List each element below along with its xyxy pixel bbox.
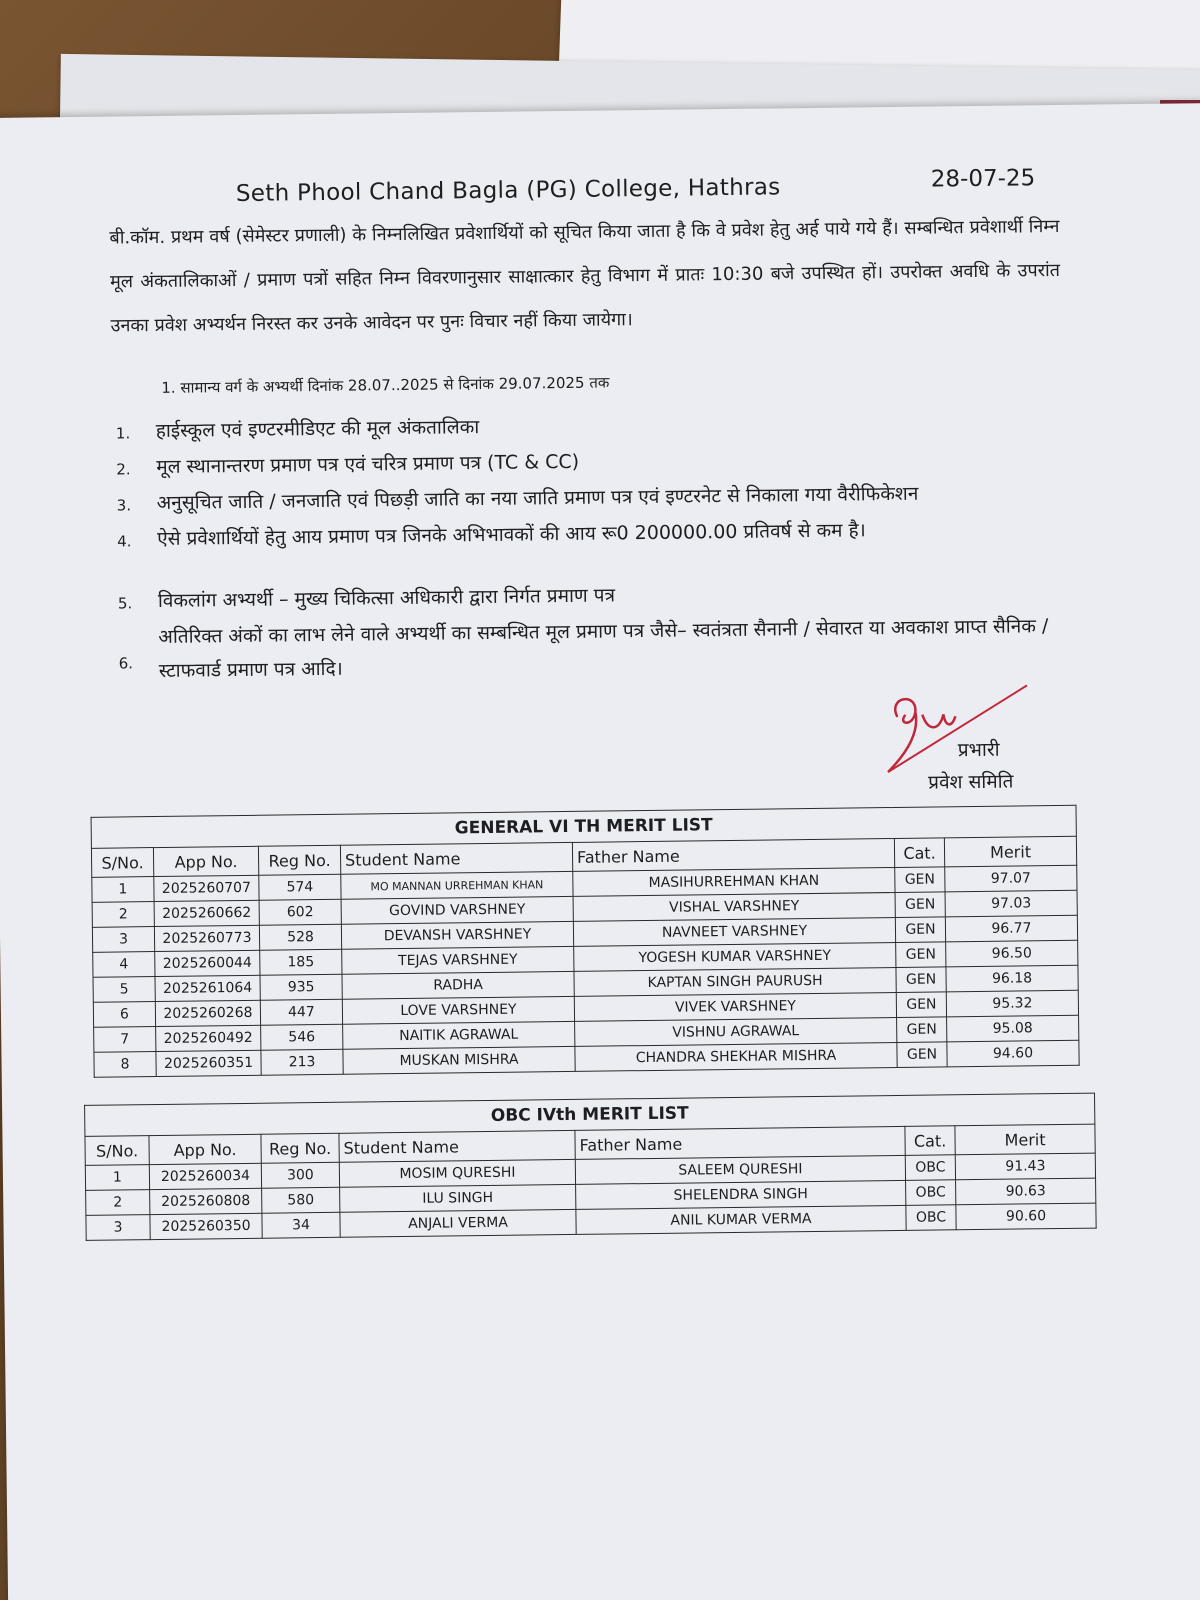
reg-no-cell: 185: [260, 949, 342, 975]
merit-cell: 96.50: [946, 940, 1078, 967]
merit-cell: 90.63: [956, 1178, 1096, 1205]
merit-cell: 96.18: [946, 965, 1078, 992]
app-no-cell: 2025260044: [155, 950, 260, 976]
document-text: हाईस्कूल एवं इण्टरमीडिएट की मूल अंकतालिका: [155, 416, 480, 442]
merit-cell: 96.77: [945, 915, 1077, 942]
app-no-cell: 2025260350: [150, 1213, 262, 1239]
column-header: App No.: [149, 1134, 261, 1164]
app-no-cell: 2025260034: [149, 1163, 261, 1189]
father-name-cell: MASIHURREHMAN KHAN: [573, 868, 895, 897]
document-number: 2.: [116, 460, 131, 479]
table-body: [85, 1153, 1096, 1240]
column-header: App No.: [153, 846, 258, 876]
student-name-cell: MUSKAN MISHRA: [343, 1046, 575, 1074]
app-no-cell: 2025260268: [155, 1000, 260, 1026]
app-no-cell: 2025260351: [156, 1050, 261, 1076]
serial-cell: 8: [94, 1052, 156, 1078]
category-cell: GEN: [895, 867, 945, 893]
merit-cell: 97.07: [945, 865, 1077, 892]
category-cell: OBC: [906, 1205, 956, 1231]
category-cell: OBC: [905, 1155, 955, 1181]
document-text: विकलांग अभ्यर्थी – मुख्य चिकित्सा अधिकारी द्वारा निर्गत प्रमाण पत्र: [157, 584, 616, 612]
column-header: Father Name: [572, 839, 894, 872]
merit-cell: 95.32: [946, 990, 1078, 1017]
father-name-cell: CHANDRA SHEKHAR MISHRA: [575, 1042, 897, 1071]
app-no-cell: 2025260662: [154, 900, 259, 926]
column-header: Merit: [944, 836, 1076, 867]
student-name-cell: RADHA: [342, 971, 574, 999]
app-no-cell: 2025260707: [154, 875, 259, 901]
merit-cell: 97.03: [945, 890, 1077, 917]
notice-sheet: [0, 103, 1200, 1600]
column-header: Merit: [955, 1124, 1095, 1155]
student-name-cell: NAITIK AGRAWAL: [343, 1021, 575, 1049]
document-number: 1.: [115, 424, 131, 443]
father-name-cell: KAPTAN SINGH PAURUSH: [574, 967, 896, 996]
father-name-cell: VISHNU AGRAWAL: [575, 1017, 897, 1046]
column-header: Cat.: [894, 838, 944, 868]
reg-no-cell: 528: [259, 924, 341, 950]
required-documents-list: [112, 403, 1075, 691]
father-name-cell: NAVNEET VARSHNEY: [573, 917, 895, 946]
serial-cell: 4: [93, 952, 155, 978]
serial-cell: 1: [92, 877, 154, 903]
table-title: GENERAL VI TH MERIT LIST: [91, 805, 1076, 848]
category-cell: GEN: [897, 1017, 947, 1043]
column-header: Student Name: [339, 1130, 575, 1162]
father-name-cell: ANIL KUMAR VERMA: [576, 1205, 906, 1234]
column-header: S/No.: [85, 1136, 149, 1166]
table-body: [92, 865, 1079, 1077]
column-header: S/No.: [91, 848, 153, 878]
merit-cell: 95.08: [947, 1015, 1079, 1042]
document-number: 6.: [118, 654, 134, 673]
obc-merit-table: [84, 1093, 1097, 1241]
father-name-cell: YOGESH KUMAR VARSHNEY: [574, 942, 896, 971]
reg-no-cell: 213: [261, 1049, 343, 1075]
merit-cell: 94.60: [947, 1040, 1079, 1067]
reg-no-cell: 34: [262, 1212, 340, 1238]
father-name-cell: SHELENDRA SINGH: [576, 1180, 906, 1209]
reg-no-cell: 574: [259, 874, 341, 900]
table-title: OBC IVth MERIT LIST: [85, 1093, 1095, 1136]
general-merit-table: [91, 805, 1080, 1078]
reg-no-cell: 546: [261, 1024, 343, 1050]
column-header: Reg No.: [261, 1133, 339, 1163]
merit-cell: 91.43: [955, 1153, 1095, 1180]
student-name-cell: MOSIM QURESHI: [339, 1159, 575, 1187]
signatory-designation: प्रभारी: [957, 738, 1000, 762]
reg-no-cell: 447: [260, 999, 342, 1025]
serial-cell: 7: [94, 1027, 156, 1053]
reg-no-cell: 300: [261, 1162, 339, 1188]
student-name-cell: ANJALI VERMA: [340, 1209, 576, 1237]
merit-cell: 90.60: [956, 1203, 1096, 1230]
category-cell: GEN: [896, 992, 946, 1018]
serial-cell: 5: [93, 977, 155, 1003]
column-header: Student Name: [340, 842, 572, 874]
column-header: Cat.: [905, 1126, 955, 1156]
notice-date: 28-07-25: [930, 165, 1036, 193]
serial-cell: 2: [92, 902, 154, 928]
reg-no-cell: 580: [262, 1187, 340, 1213]
serial-cell: 1: [85, 1165, 149, 1191]
category-cell: GEN: [896, 942, 946, 968]
document-text: मूल स्थानान्तरण प्रमाण पत्र एवं चरित्र प्रमाण पत्र (TC & CC): [156, 450, 580, 478]
father-name-cell: VISHAL VARSHNEY: [573, 893, 895, 922]
serial-cell: 6: [93, 1002, 155, 1028]
signature-block: [877, 675, 1099, 818]
college-name: Seth Phool Chand Bagla (PG) College, Hathras: [235, 174, 781, 207]
signatory-committee: प्रवेश समिति: [928, 770, 1014, 794]
document-number: 4.: [117, 532, 132, 551]
student-name-cell: LOVE VARSHNEY: [342, 996, 574, 1024]
app-no-cell: 2025260492: [156, 1025, 261, 1051]
serial-cell: 3: [92, 927, 154, 953]
notice-paragraph: बी.कॉम. प्रथम वर्ष (सेमेस्टर प्रणाली) के निम्नलिखित प्रवेशार्थियों को सूचित किया जाता है कि वे प्रवेश हेतु अर्ह पाये गये हैं। सम्बन्धित प्रवेशार्थी निम्न मूल अंकतालिकाओं / प्रमाण पत्रों सहित निम्न विवरणानुसार साक्षात्कार हेतु विभाग में प्रातः 10:30 बजे उपस्थित हों। उपरोक्त अवधि के उपरांत उनका प्रवेश अभ्यर्थन निरस्त कर उनके आवेदन पर पुनः विचार नहीं किया जायेगा।: [109, 215, 1061, 337]
document-text: अनुसूचित जाति / जनजाति एवं पिछड़ी जाति का नया जाति प्रमाण पत्र एवं इण्टरनेट से निकाला गया वैरीफिकेशन: [156, 482, 919, 514]
column-header: Father Name: [575, 1126, 905, 1159]
category-cell: GEN: [897, 1042, 947, 1068]
category-cell: GEN: [895, 917, 945, 943]
student-name-cell: MO MANNAN URREHMAN KHAN: [341, 871, 573, 899]
document-text: ऐसे प्रवेशार्थियों हेतु आय प्रमाण पत्र जिनके अभिभावकों की आय रू0 200000.00 प्रतिवर्ष से कम है।: [157, 519, 866, 550]
student-name-cell: GOVIND VARSHNEY: [341, 896, 573, 924]
column-header: Reg No.: [258, 845, 340, 875]
document-number: 3.: [116, 496, 132, 515]
serial-cell: 2: [86, 1190, 150, 1216]
serial-cell: 3: [86, 1215, 150, 1241]
document-text: अतिरिक्त अंकों का लाभ लेने वाले अभ्यर्थी का सम्बन्धित मूल प्रमाण पत्र जैसे– स्वतंत्रता सैनानी / सेवारत या अवकाश प्राप्त सैनिक / स्टाफवार्ड प्रमाण पत्र आदि।: [158, 615, 1049, 682]
category-cell: OBC: [906, 1180, 956, 1206]
student-name-cell: TEJAS VARSHNEY: [342, 946, 574, 974]
schedule-line: 1. सामान्य वर्ग के अभ्यर्थी दिनांक 28.07..2025 से दिनांक 29.07.2025 तक: [161, 373, 610, 397]
student-name-cell: DEVANSH VARSHNEY: [341, 921, 573, 949]
father-name-cell: SALEEM QURESHI: [575, 1155, 905, 1184]
app-no-cell: 2025260808: [150, 1188, 262, 1214]
document-number: 5.: [117, 594, 133, 613]
app-no-cell: 2025260773: [154, 925, 259, 951]
category-cell: GEN: [896, 967, 946, 993]
student-name-cell: ILU SINGH: [340, 1184, 576, 1212]
reg-no-cell: 602: [259, 899, 341, 925]
father-name-cell: VIVEK VARSHNEY: [574, 992, 896, 1021]
category-cell: GEN: [895, 892, 945, 918]
app-no-cell: 2025261064: [155, 975, 260, 1001]
reg-no-cell: 935: [260, 974, 342, 1000]
